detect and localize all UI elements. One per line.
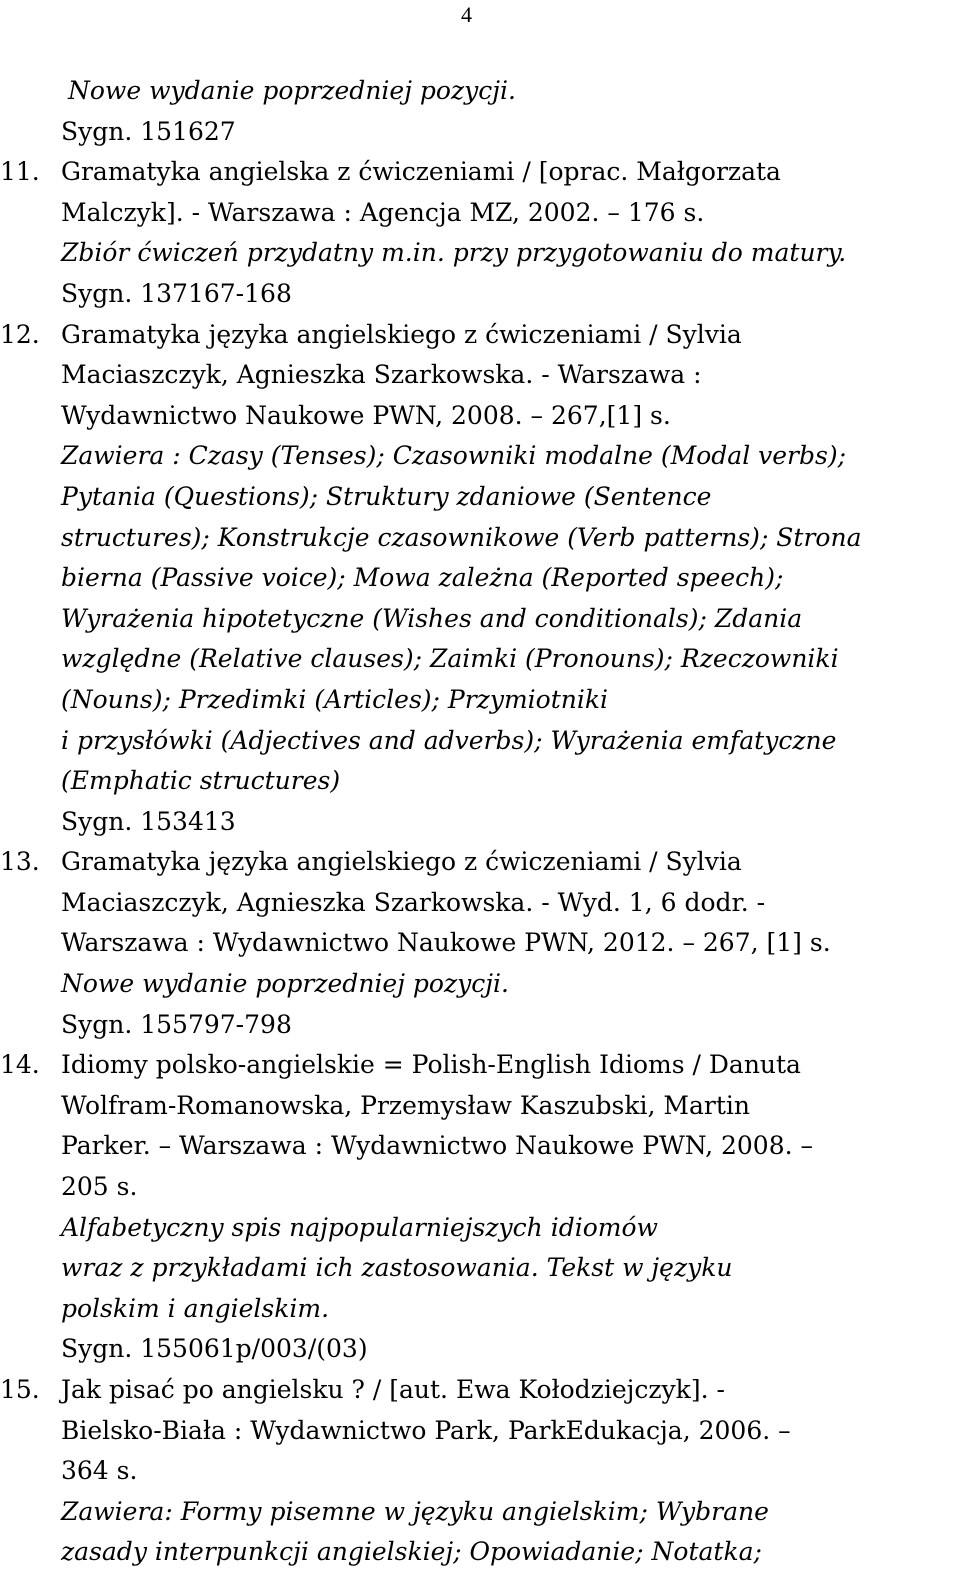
entry-signature: Sygn. 155061p/003/(03) (61, 1334, 368, 1364)
entries (0, 152, 960, 1573)
entry-number: 12. (0, 319, 40, 349)
entry-bibliographic-line: Parker. – Warszawa : Wydawnictwo Naukowe PWN, 2008. – (61, 1131, 813, 1161)
entry-bibliographic-line: Wolfram-Romanowska, Przemysław Kaszubski, Martin (61, 1090, 751, 1120)
catalog-entry (0, 152, 960, 314)
entry-note-line: Nowe wydanie poprzedniej pozycji. (61, 969, 509, 999)
entry-note-line: (Nouns); Przedimki (Articles); Przymiotniki (61, 684, 609, 714)
entry-note-line: bierna (Passive voice); Mowa zależna (Reported speech); (61, 563, 784, 593)
entry-note-line: Alfabetyczny spis najpopularniejszych idiomów (61, 1212, 658, 1242)
entry-bibliographic-line: 364 s. (61, 1456, 138, 1486)
intro-signature: Sygn. 151627 (61, 116, 236, 146)
entry-note-line: względne (Relative clauses); Zaimki (Pronouns); Rzeczowniki (61, 644, 839, 674)
catalog-entry (0, 842, 960, 1045)
entry-signature: Sygn. 155797-798 (61, 1009, 292, 1039)
entry-signature: Sygn. 137167-168 (61, 278, 292, 308)
entry-number: 14. (0, 1050, 40, 1080)
entry-body (61, 315, 960, 843)
entry-signature: Sygn. 153413 (61, 806, 236, 836)
entry-bibliographic-line: Idiomy polsko-angielskie = Polish-English Idioms / Danuta (61, 1050, 801, 1080)
entry-bibliographic-line: Wydawnictwo Naukowe PWN, 2008. – 267,[1] s. (61, 400, 671, 430)
entry-bibliographic-line: Gramatyka języka angielskiego z ćwiczeniami / Sylvia (61, 847, 742, 877)
entry-note-line: Pytania (Questions); Struktury zdaniowe (Sentence (61, 481, 712, 511)
entry-note-line: Zawiera : Czasy (Tenses); Czasowniki modalne (Modal verbs); (61, 441, 847, 471)
entry-bibliographic-line: Bielsko-Biała : Wydawnictwo Park, ParkEdukacja, 2006. – (61, 1415, 791, 1445)
entry-body (61, 1045, 960, 1370)
entry-body (61, 842, 960, 1045)
catalog-entry (0, 1045, 960, 1370)
catalog-list (0, 71, 960, 1573)
entry-bibliographic-line: Maciaszczyk, Agnieszka Szarkowska. - Warszawa : (61, 360, 702, 390)
entry-note-line: wraz z przykładami ich zastosowania. Tekst w języku (61, 1253, 733, 1283)
entry-bibliographic-line: Warszawa : Wydawnictwo Naukowe PWN, 2012. – 267, [1] s. (61, 928, 831, 958)
entry-body (61, 152, 960, 314)
entry-note-line: Wyrażenia hipotetyczne (Wishes and conditionals); Zdania (61, 603, 803, 633)
entry-note-line: polskim i angielskim. (61, 1293, 330, 1323)
entry-bibliographic-line: Malczyk]. - Warszawa : Agencja MZ, 2002. – 176 s. (61, 197, 705, 227)
entry-bibliographic-line: 205 s. (61, 1172, 138, 1202)
intro-note: Nowe wydanie poprzedniej pozycji. (68, 76, 516, 105)
entry-note-line: i przysłówki (Adjectives and adverbs); Wyrażenia emfatyczne (61, 725, 837, 755)
page-number: 4 (461, 2, 472, 27)
catalog-entry (0, 315, 960, 843)
entry-number: 11. (0, 157, 40, 187)
entry-body (61, 1370, 960, 1573)
entry-bibliographic-line: Maciaszczyk, Agnieszka Szarkowska. - Wyd. 1, 6 dodr. - (61, 887, 766, 917)
entry-number: 15. (0, 1375, 40, 1404)
entry-note-line: (Emphatic structures) (61, 766, 341, 796)
entry-note-line: Zbiór ćwiczeń przydatny m.in. przy przygotowaniu do matury. (61, 238, 847, 268)
entry-bibliographic-line: Jak pisać po angielsku ? / [aut. Ewa Kołodziejczyk]. - (61, 1375, 725, 1404)
entry-bibliographic-line: Gramatyka języka angielskiego z ćwiczeniami / Sylvia (61, 319, 742, 349)
entry-note-line: zasady interpunkcji angielskiej; Opowiadanie; Notatka; (61, 1537, 762, 1567)
entry-note-line: Zawiera: Formy pisemne w języku angielskim; Wybrane (61, 1496, 769, 1526)
entry-bibliographic-line: Gramatyka angielska z ćwiczeniami / [oprac. Małgorzata (61, 157, 781, 187)
entry-note-line: structures); Konstrukcje czasownikowe (Verb patterns); Strona (61, 522, 862, 552)
catalog-entry (0, 1370, 960, 1573)
entry-number: 13. (0, 847, 40, 877)
